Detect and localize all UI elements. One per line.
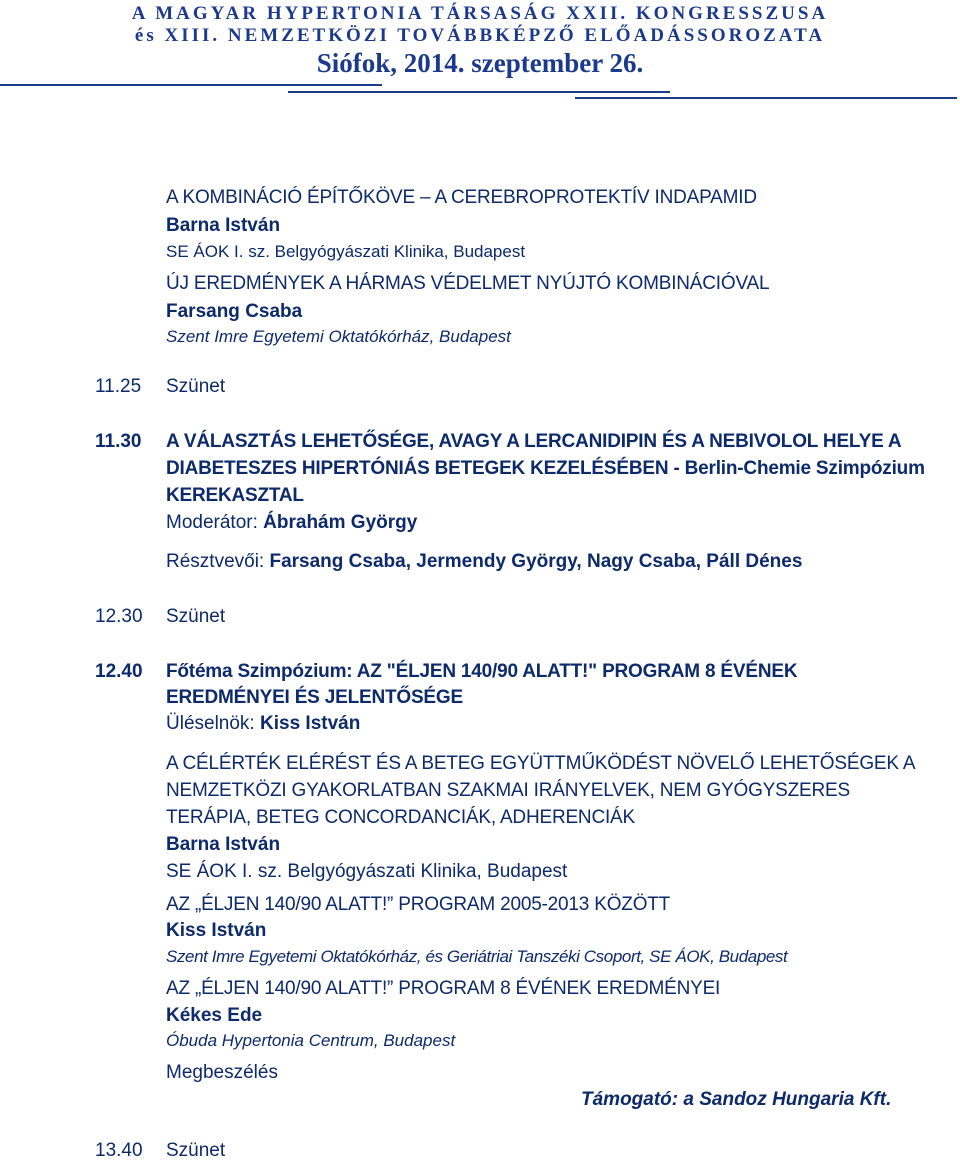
header-rule-middle bbox=[288, 91, 670, 93]
session1-participants-label: Résztvevői: bbox=[166, 551, 270, 572]
session1-time: 11.30 bbox=[95, 431, 142, 452]
break1-time: 11.25 bbox=[95, 376, 142, 397]
session2-talk1-affiliation: SE ÁOK I. sz. Belgyógyászati Klinika, Budapest bbox=[166, 861, 568, 882]
session2-talk2-affiliation: Szent Imre Egyetemi Oktatókórház, és Geriátriai Tanszéki Csoport, SE ÁOK, Budapest bbox=[166, 947, 788, 966]
session2-chair-name: Kiss István bbox=[260, 713, 361, 734]
session1-moderator-name: Ábrahám György bbox=[263, 512, 418, 533]
session1-title-line2: DIABETESZES HIPERTÓNIÁS BETEGEK KEZELÉSÉBEN - Berlin-Chemie Szimpózium bbox=[166, 458, 925, 479]
session2-talk3-speaker: Kékes Ede bbox=[166, 1005, 263, 1026]
session2-title-line1: Főtéma Szimpózium: AZ "ÉLJEN 140/90 ALATT!" PROGRAM 8 ÉVÉNEK bbox=[166, 661, 798, 682]
block1-talk1-speaker: Barna István bbox=[166, 215, 281, 236]
session2-talk2-title: AZ „ÉLJEN 140/90 ALATT!” PROGRAM 2005-2013 KÖZÖTT bbox=[166, 894, 671, 915]
session1-title-line1: A VÁLASZTÁS LEHETŐSÉGE, AVAGY A LERCANIDIPIN ÉS A NEBIVOLOL HELYE A bbox=[166, 431, 902, 452]
break2-label: Szünet bbox=[166, 606, 226, 627]
session2-talk3-affiliation: Óbuda Hypertonia Centrum, Budapest bbox=[166, 1031, 456, 1050]
session1-title-line3: KEREKASZTAL bbox=[166, 485, 304, 506]
header-line-1: A MAGYAR HYPERTONIA TÁRSASÁG XXII. KONGRESSZUSA bbox=[131, 3, 829, 24]
header-date-line: Siófok, 2014. szeptember 26. bbox=[316, 48, 644, 78]
block1-talk2-affiliation: Szent Imre Egyetemi Oktatókórház, Budapest bbox=[166, 327, 511, 346]
break1-label: Szünet bbox=[166, 376, 226, 397]
session2-talk1-speaker: Barna István bbox=[166, 834, 281, 855]
session2-talk2-speaker: Kiss István bbox=[166, 920, 267, 941]
session2-talk3-title: AZ „ÉLJEN 140/90 ALATT!” PROGRAM 8 ÉVÉNEK EREDMÉNYEI bbox=[166, 978, 721, 999]
break3-time: 13.40 bbox=[95, 1140, 143, 1161]
session2-discussion: Megbeszélés bbox=[166, 1062, 278, 1083]
session2-chair-label: Üléselnök: bbox=[166, 713, 260, 734]
session1-participants-names: Farsang Csaba, Jermendy György, Nagy Csaba, Páll Dénes bbox=[269, 551, 803, 572]
header-line-2: és XIII. NEMZETKÖZI TOVÁBBKÉPZŐ ELŐADÁSSOROZATA bbox=[134, 25, 826, 46]
session2-talk1-title-line1: A CÉLÉRTÉK ELÉRÉST ÉS A BETEG EGYÜTTMŰKÖDÉST NÖVELŐ LEHETŐSÉGEK A bbox=[166, 753, 916, 774]
session2-time: 12.40 bbox=[95, 661, 143, 682]
block1-talk1-affiliation: SE ÁOK I. sz. Belgyógyászati Klinika, Budapest bbox=[166, 242, 526, 261]
session1-moderator bbox=[166, 511, 417, 535]
block1-talk2-speaker: Farsang Csaba bbox=[166, 301, 303, 322]
break3-label: Szünet bbox=[166, 1140, 226, 1161]
block1-talk1-title: A KOMBINÁCIÓ ÉPÍTŐKÖVE – A CEREBROPROTEKTÍV INDAPAMID bbox=[166, 187, 757, 208]
block1-talk2-title: ÚJ EREDMÉNYEK A HÁRMAS VÉDELMET NYÚJTÓ KOMBINÁCIÓVAL bbox=[166, 273, 770, 294]
header-rule-right bbox=[575, 97, 957, 99]
header-rule-left bbox=[0, 84, 382, 86]
session1-participants bbox=[166, 550, 802, 574]
break2-time: 12.30 bbox=[95, 606, 143, 627]
session2-chair bbox=[166, 712, 360, 736]
session2-talk1-title-line3: TERÁPIA, BETEG CONCORDANCIÁK, ADHERENCIÁK bbox=[166, 807, 635, 828]
session1-moderator-label: Moderátor: bbox=[166, 512, 264, 533]
session2-talk1-title-line2: NEMZETKÖZI GYAKORLATBAN SZAKMAI IRÁNYELVEK, NEM GYÓGYSZERES bbox=[166, 780, 850, 801]
session2-title-line2: EREDMÉNYEI ÉS JELENTŐSÉGE bbox=[166, 687, 463, 708]
session2-sponsor: Támogató: a Sandoz Hungaria Kft. bbox=[581, 1089, 892, 1110]
